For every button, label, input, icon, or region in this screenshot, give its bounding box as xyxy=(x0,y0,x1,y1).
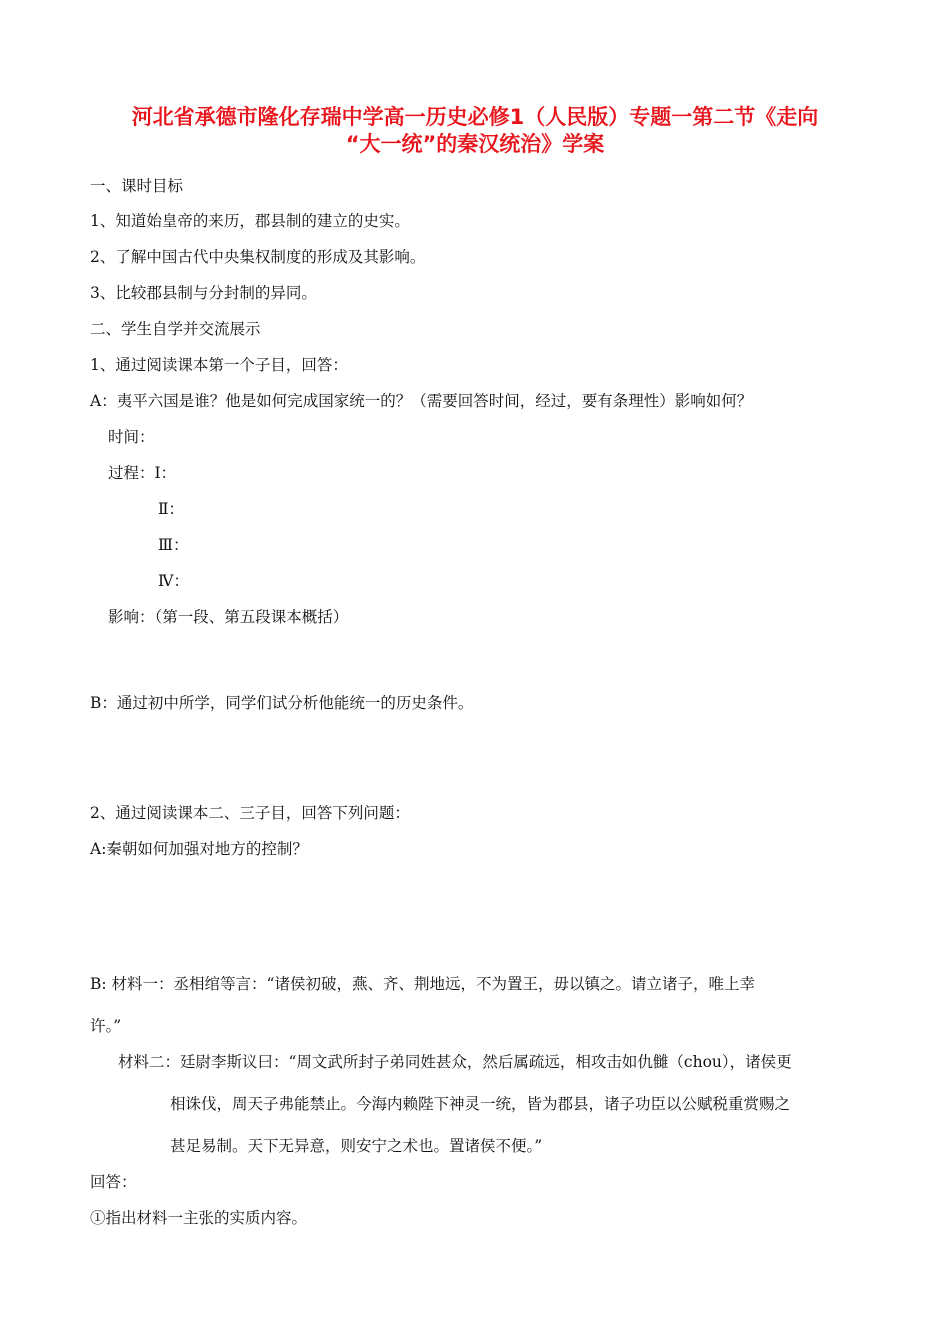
process-step-3: Ⅲ： xyxy=(158,536,189,554)
material-2-line-2: 相诛伐，周天子弗能禁止。今海内赖陛下神灵一统，皆为郡县，诸子功臣以公赋税重赏赐之 xyxy=(170,1095,791,1113)
answer-label: 回答： xyxy=(90,1173,137,1191)
document-title-line-1: 河北省承德市隆化存瑞中学高一历史必修1（人民版）专题一第二节《走向 xyxy=(131,105,819,129)
answer-process-label: 过程：Ⅰ： xyxy=(108,464,177,482)
material-1-line-2: 许。” xyxy=(90,1017,122,1035)
section-1-heading: 一、课时目标 xyxy=(90,177,184,195)
document-title-line-2: “大一统”的秦汉统治》学案 xyxy=(345,132,605,156)
process-step-4: Ⅳ： xyxy=(158,572,189,590)
process-step-2: Ⅱ： xyxy=(158,500,185,518)
material-2-line-3: 甚足易制。天下无异意，则安宁之术也。置诸侯不便。” xyxy=(170,1137,543,1155)
objective-item-3: 3、比较郡县制与分封制的异同。 xyxy=(90,284,317,302)
question-1-part-b: B：通过初中所学，同学们试分析他能统一的历史条件。 xyxy=(90,694,474,712)
question-1-intro: 1、通过阅读课本第一个子目，回答： xyxy=(90,356,348,374)
question-2-part-a: A:秦朝如何加强对地方的控制？ xyxy=(90,840,308,858)
material-2-line-1: 材料二：廷尉李斯议曰：“周文武所封子弟同姓甚众，然后属疏远，相攻击如仇雠（chou），诸侯更 xyxy=(118,1053,792,1071)
objective-item-2: 2、了解中国古代中央集权制度的形成及其影响。 xyxy=(90,248,426,266)
section-2-heading: 二、学生自学并交流展示 xyxy=(90,320,261,338)
question-1-part-a: A：夷平六国是谁？他是如何完成国家统一的？（需要回答时间，经过，要有条理性）影响如何？ xyxy=(90,392,753,410)
answer-impact-label: 影响：（第一段、第五段课本概括） xyxy=(108,608,349,626)
material-1-line-1: B: 材料一：丞相绾等言：“诸侯初破，燕、齐、荆地远，不为置王，毋以镇之。请立诸子，唯上幸 xyxy=(90,975,755,993)
answer-item-1: ①指出材料一主张的实质内容。 xyxy=(90,1209,308,1227)
question-2-intro: 2、通过阅读课本二、三子目，回答下列问题： xyxy=(90,804,410,822)
objective-item-1: 1、知道始皇帝的来历，郡县制的建立的史实。 xyxy=(90,212,410,230)
answer-time-label: 时间： xyxy=(108,428,155,446)
